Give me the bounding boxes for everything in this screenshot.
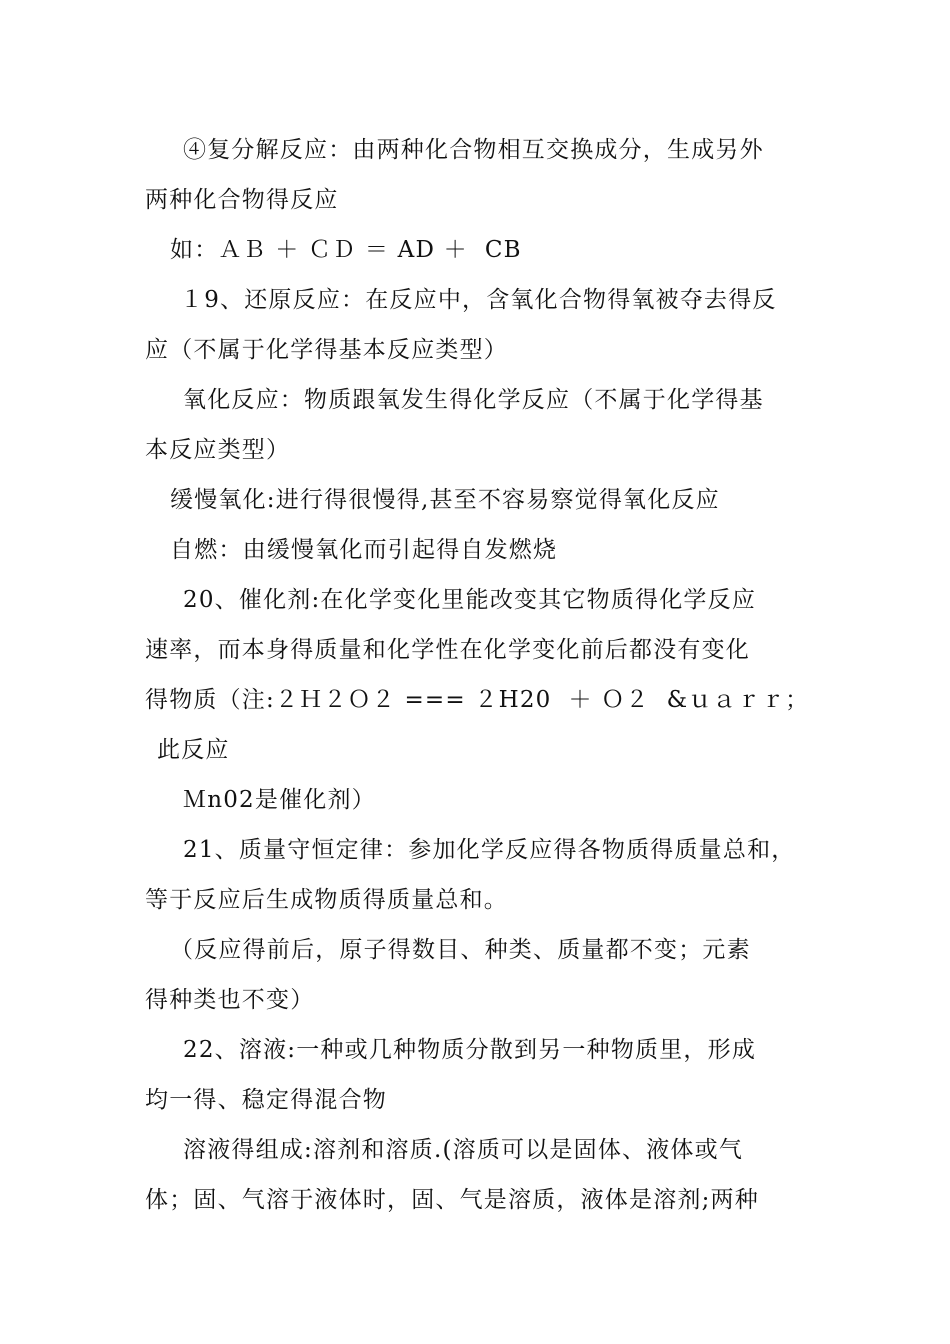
- text-line-2: 两种化合物得反应: [145, 187, 339, 213]
- text-line-18: 得种类也不变）: [145, 987, 315, 1013]
- text-line-4: １9、还原反应：在反应中，含氧化合物得氧被夺去得反: [180, 287, 777, 313]
- text-line-15: 21、质量守恒定律：参加化学反应得各物质得质量总和，: [183, 837, 796, 863]
- text-line-3: 如：ＡＢ ＋ ＣＤ ＝ AD ＋ CB: [170, 237, 522, 263]
- text-line-17: （反应得前后，原子得数目、种类、质量都不变；元素: [170, 937, 751, 963]
- text-line-21: 溶液得组成:溶剂和溶质.(溶质可以是固体、液体或气: [183, 1137, 744, 1163]
- text-line-14: Ｍn02是催化剂）: [183, 787, 376, 813]
- text-line-9: 自燃：由缓慢氧化而引起得自发燃烧: [170, 537, 558, 563]
- text-line-6: 氧化反应：物质跟氧发生得化学反应（不属于化学得基: [183, 387, 764, 413]
- text-line-10: 20、催化剂:在化学变化里能改变其它物质得化学反应: [183, 587, 757, 613]
- text-line-12: 得物质（注:２Ｈ２Ｏ２ === ２H20 ＋ Ｏ２ &ｕａｒｒ；: [145, 687, 810, 713]
- text-line-16: 等于反应后生成物质得质量总和。: [145, 887, 508, 913]
- text-line-11: 速率，而本身得质量和化学性在化学变化前后都没有变化: [145, 637, 750, 663]
- text-line-7: 本反应类型）: [145, 437, 291, 463]
- text-line-13: 此反应: [157, 737, 230, 763]
- text-line-20: 均一得、稳定得混合物: [145, 1087, 387, 1113]
- text-line-8: 缓慢氧化:进行得很慢得,甚至不容易察觉得氧化反应: [170, 487, 720, 513]
- text-line-5: 应（不属于化学得基本反应类型）: [145, 337, 508, 363]
- text-line-1: ④复分解反应：由两种化合物相互交换成分，生成另外: [183, 137, 764, 163]
- text-line-22: 体；固、气溶于液体时，固、气是溶质，液体是溶剂;两种: [145, 1187, 759, 1213]
- text-line-19: 22、溶液:一种或几种物质分散到另一种物质里，形成: [183, 1037, 757, 1063]
